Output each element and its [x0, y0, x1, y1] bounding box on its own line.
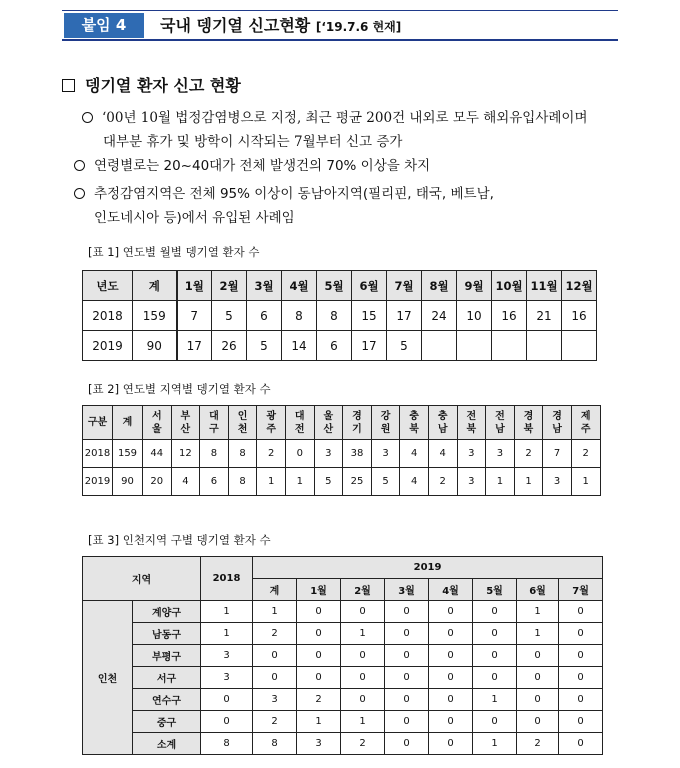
table-cell: 2 [257, 440, 286, 468]
table-header-cell [314, 406, 343, 440]
table-cell: 17 [352, 331, 387, 361]
header-char: 북 [466, 423, 477, 435]
table-cell: 0 [559, 711, 603, 733]
table-header-cell: 3월 [385, 579, 429, 601]
table-cell: 0 [559, 623, 603, 645]
header-char: 부 [180, 410, 191, 422]
table-cell: 0 [429, 711, 473, 733]
table-cell: 0 [385, 689, 429, 711]
header-char: 북 [523, 423, 534, 435]
table-header-cell [228, 406, 257, 440]
header-char: 울 [151, 423, 162, 435]
table-row [83, 623, 603, 645]
table-cell: 0 [559, 601, 603, 623]
header-char: 경 [552, 410, 562, 422]
header-char: 광 [266, 410, 276, 422]
table-cell: 8 [228, 440, 257, 468]
table-cell: 0 [253, 645, 297, 667]
table-cell: 1 [341, 711, 385, 733]
header-char: 인 [237, 410, 248, 422]
table-cell: 17 [387, 301, 422, 331]
table-cell: 0 [517, 667, 559, 689]
header-char: 천 [237, 423, 248, 435]
table-cell: 2 [514, 440, 543, 468]
header-char: 남 [495, 423, 505, 435]
table1-caption: [표 1] 연도별 월별 뎅기열 환자 수 [88, 245, 260, 259]
table-cell: 0 [473, 645, 517, 667]
header-char: 경 [352, 410, 362, 422]
table-cell: 1 [514, 468, 543, 496]
table-cell: 15 [352, 301, 387, 331]
table-cell: 0 [559, 645, 603, 667]
table-row [83, 667, 603, 689]
header-char: 전 [495, 410, 505, 422]
table-header-cell [83, 406, 113, 440]
table-cell: 3 [457, 468, 486, 496]
table-cell: 5 [212, 301, 247, 331]
table-cell: 10 [457, 301, 492, 331]
square-bullet-icon [62, 79, 75, 92]
table-cell: 0 [473, 601, 517, 623]
region-header-cell: 지역 [83, 557, 201, 601]
table-header-cell: 10월 [492, 271, 527, 301]
table-cell: 17 [177, 331, 212, 361]
header-bottom-rule [62, 39, 618, 41]
table-row [83, 331, 597, 361]
header-char: 남 [437, 423, 448, 435]
table-header-cell: 8월 [422, 271, 457, 301]
header-char: 주 [266, 423, 276, 435]
header-char: 산 [180, 423, 191, 435]
year-2018-header: 2018 [201, 557, 253, 601]
header-char: 경 [523, 410, 534, 422]
table-cell: 0 [297, 601, 341, 623]
table-cell: 6 [247, 301, 282, 331]
table-header-cell: 4월 [282, 271, 317, 301]
table-cell: 0 [473, 623, 517, 645]
bullet-continuation: 인도네시아 등)에서 유입된 사례임 [94, 210, 295, 226]
table-cell: 3 [297, 733, 341, 755]
year-2019-header: 2019 [253, 557, 603, 579]
table-cell: 0 [385, 645, 429, 667]
table-cell: 7 [543, 440, 572, 468]
table-cell: 0 [253, 667, 297, 689]
bullet-text: 추정감염지역은 전체 95% 이상이 동남아지역(필리핀, 태국, 베트남, [94, 186, 494, 202]
table-cell: 1 [486, 468, 515, 496]
district-name-cell: 계양구 [133, 601, 201, 623]
table-cell: 3 [543, 468, 572, 496]
table-cell: 8 [317, 301, 352, 331]
table-cell [562, 331, 597, 361]
table-header-cell [400, 406, 429, 440]
district-name-cell: 연수구 [133, 689, 201, 711]
table-header-cell [371, 406, 400, 440]
table-header-cell [514, 406, 543, 440]
table-cell: 3 [371, 440, 400, 468]
table-cell: 26 [212, 331, 247, 361]
table-cell: 0 [429, 667, 473, 689]
table-cell: 4 [400, 468, 429, 496]
title-text: 국내 뎅기열 신고현황 [160, 16, 311, 35]
table3-caption: [표 3] 인천지역 구별 뎅기열 환자 수 [88, 533, 271, 547]
table-header-cell [428, 406, 457, 440]
table-cell: 5 [387, 331, 422, 361]
section-heading-text: 뎅기열 환자 신고 현황 [85, 76, 241, 95]
table-cell: 0 [517, 689, 559, 711]
header-char: 구 [209, 423, 219, 435]
table-cell: 3 [201, 645, 253, 667]
table-cell: 1 [517, 623, 559, 645]
table-cell: 0 [385, 733, 429, 755]
table-cell: 0 [429, 733, 473, 755]
table-cell: 0 [385, 711, 429, 733]
table-cell [457, 331, 492, 361]
table-cell: 5 [371, 468, 400, 496]
header-char: 강 [380, 410, 391, 422]
table-header-cell [457, 406, 486, 440]
table-cell: 2 [341, 733, 385, 755]
table-cell: 0 [297, 623, 341, 645]
attachment-badge: 붙임 4 [64, 13, 144, 38]
table-header-row [83, 406, 601, 440]
table-cell: 0 [517, 645, 559, 667]
table-cell: 25 [343, 468, 372, 496]
table-cell: 0 [473, 667, 517, 689]
district-name-cell: 중구 [133, 711, 201, 733]
circle-bullet-icon [82, 112, 93, 123]
table-row [83, 601, 603, 623]
document-title [160, 13, 401, 38]
table-cell: 8 [282, 301, 317, 331]
table-header-cell: 6월 [517, 579, 559, 601]
regional-cases-table [82, 405, 601, 496]
table-cell: 2 [428, 468, 457, 496]
table-cell: 1 [201, 623, 253, 645]
bullet-text: 연령별로는 20~40대가 전체 발생건의 70% 이상을 차지 [94, 158, 431, 174]
bullet-continuation: 대부분 휴가 및 방학이 시작되는 7월부터 신고 증가 [103, 134, 403, 150]
table-header-cell: 계 [253, 579, 297, 601]
table-header-cell: 1월 [297, 579, 341, 601]
table-cell: 0 [201, 711, 253, 733]
table-cell: 16 [562, 301, 597, 331]
header-char: 북 [409, 423, 419, 435]
table-cell: 90 [113, 468, 143, 496]
table-cell: 1 [201, 601, 253, 623]
table-cell: 21 [527, 301, 562, 331]
table-cell: 16 [492, 301, 527, 331]
table-header-cell: 5월 [317, 271, 352, 301]
table-cell: 1 [473, 733, 517, 755]
table-cell: 0 [341, 645, 385, 667]
table-row [83, 711, 603, 733]
table-header-cell [171, 406, 200, 440]
header-char: 원 [380, 423, 391, 435]
header-char: 제 [580, 410, 591, 422]
table-cell: 0 [341, 689, 385, 711]
header-char: 산 [323, 423, 334, 435]
table-cell: 8 [201, 733, 253, 755]
table-header-cell: 5월 [473, 579, 517, 601]
table-cell: 3 [253, 689, 297, 711]
table-cell: 1 [285, 468, 314, 496]
table-cell: 14 [282, 331, 317, 361]
table-cell: 0 [559, 733, 603, 755]
table-cell: 24 [422, 301, 457, 331]
table-cell: 2 [253, 711, 297, 733]
table-cell: 0 [559, 667, 603, 689]
table-header-cell [257, 406, 286, 440]
district-name-cell: 서구 [133, 667, 201, 689]
table-cell: 1 [473, 689, 517, 711]
table-row [83, 689, 603, 711]
header-top-rule [62, 10, 618, 11]
district-name-cell: 남동구 [133, 623, 201, 645]
header-char: 대 [294, 410, 305, 422]
table-cell: 0 [285, 440, 314, 468]
bullet-text: ‘00년 10월 법정감염병으로 지정, 최근 평균 200건 내외로 모두 해외유입사례이며 [102, 110, 588, 126]
table-cell: 5 [247, 331, 282, 361]
table-cell: 2019 [83, 331, 133, 361]
header-char: 전 [466, 410, 477, 422]
table-cell: 8 [253, 733, 297, 755]
header-char: 울 [323, 410, 334, 422]
district-name-cell: 부평구 [133, 645, 201, 667]
city-cell: 인천 [83, 601, 133, 755]
table-header-cell: 3월 [247, 271, 282, 301]
table-cell: 2 [297, 689, 341, 711]
table-cell: 1 [517, 601, 559, 623]
table-cell: 1 [341, 623, 385, 645]
table-header-cell [143, 406, 172, 440]
table-header-cell [343, 406, 372, 440]
table-cell: 0 [517, 711, 559, 733]
table-cell: 0 [385, 667, 429, 689]
incheon-district-table [82, 556, 603, 755]
table-header-cell [543, 406, 572, 440]
table-cell: 3 [201, 667, 253, 689]
header-char: 주 [580, 423, 591, 435]
table-header-cell: 2월 [212, 271, 247, 301]
table-cell: 1 [257, 468, 286, 496]
header-char: 구분 [87, 417, 108, 428]
table-cell [422, 331, 457, 361]
table-cell: 20 [143, 468, 172, 496]
table-header-cell: 11월 [527, 271, 562, 301]
table-header-cell: 년도 [83, 271, 133, 301]
title-date: [‘19.7.6 현재] [315, 20, 402, 34]
table-cell: 3 [486, 440, 515, 468]
table-header-row [83, 557, 603, 579]
table-cell: 0 [385, 601, 429, 623]
table-cell: 0 [201, 689, 253, 711]
table-cell: 3 [314, 440, 343, 468]
table-cell: 0 [297, 667, 341, 689]
table-cell: 5 [314, 468, 343, 496]
section-heading [62, 73, 241, 96]
header-char: 전 [294, 423, 305, 435]
district-name-cell: 소계 [133, 733, 201, 755]
table-cell: 4 [171, 468, 200, 496]
table-cell: 2 [253, 623, 297, 645]
table-cell: 0 [429, 601, 473, 623]
table-cell: 0 [385, 623, 429, 645]
table-header-cell: 2월 [341, 579, 385, 601]
table-cell: 90 [133, 331, 177, 361]
table-cell: 3 [457, 440, 486, 468]
table-header-cell: 12월 [562, 271, 597, 301]
table-cell [527, 331, 562, 361]
table-header-cell: 계 [133, 271, 177, 301]
monthly-cases-table [82, 270, 597, 361]
header-char: 계 [122, 417, 133, 428]
table-cell: 0 [473, 711, 517, 733]
table-header-cell: 7월 [387, 271, 422, 301]
table-header-cell [200, 406, 229, 440]
table-row [83, 733, 603, 755]
table-header-row [83, 271, 597, 301]
table-cell: 1 [571, 468, 600, 496]
table-cell: 0 [429, 645, 473, 667]
header-char: 서 [151, 410, 162, 422]
table-cell: 44 [143, 440, 172, 468]
circle-bullet-icon [74, 160, 85, 171]
table-header-cell: 4월 [429, 579, 473, 601]
header-char: 충 [409, 410, 419, 422]
header-char: 충 [437, 410, 448, 422]
table-cell: 0 [559, 689, 603, 711]
header-char: 대 [209, 410, 219, 422]
bullet-item [82, 106, 588, 130]
table-header-cell [285, 406, 314, 440]
table-cell: 2018 [83, 440, 113, 468]
table-row [83, 645, 603, 667]
table-cell: 7 [177, 301, 212, 331]
table-cell: 2 [517, 733, 559, 755]
table-cell: 0 [297, 645, 341, 667]
table-cell: 38 [343, 440, 372, 468]
table-header-cell [571, 406, 600, 440]
table-cell: 0 [341, 601, 385, 623]
table2-caption: [표 2] 연도별 지역별 뎅기열 환자 수 [88, 382, 271, 396]
table-header-cell: 9월 [457, 271, 492, 301]
table-row [83, 440, 601, 468]
bullet-item [74, 154, 430, 178]
table-cell: 159 [133, 301, 177, 331]
circle-bullet-icon [74, 188, 85, 199]
table-header-cell [486, 406, 515, 440]
table-row [83, 301, 597, 331]
table-cell: 1 [297, 711, 341, 733]
table-header-cell: 7월 [559, 579, 603, 601]
table-header-cell: 6월 [352, 271, 387, 301]
table-cell: 0 [341, 667, 385, 689]
table-cell: 12 [171, 440, 200, 468]
table-cell: 1 [253, 601, 297, 623]
table-cell: 8 [200, 440, 229, 468]
table-cell: 2 [571, 440, 600, 468]
table-cell: 2019 [83, 468, 113, 496]
table-cell: 159 [113, 440, 143, 468]
header-char: 남 [552, 423, 562, 435]
table-header-cell [113, 406, 143, 440]
table-header-cell: 1월 [177, 271, 212, 301]
table-cell: 4 [428, 440, 457, 468]
table-cell: 6 [200, 468, 229, 496]
table-cell: 8 [228, 468, 257, 496]
table-row [83, 468, 601, 496]
table-cell: 6 [317, 331, 352, 361]
bullet-item [74, 182, 494, 206]
table-cell: 0 [429, 689, 473, 711]
table-cell [492, 331, 527, 361]
table-cell: 2018 [83, 301, 133, 331]
header-char: 기 [352, 423, 362, 435]
table-cell: 4 [400, 440, 429, 468]
table-cell: 0 [429, 623, 473, 645]
